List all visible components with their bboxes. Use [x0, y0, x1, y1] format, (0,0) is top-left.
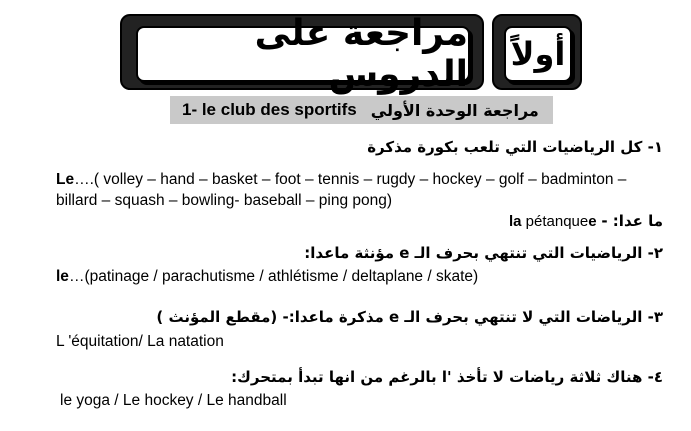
- subtitle-arabic: مراجعة الوحدة الأولي: [370, 100, 539, 120]
- exception-word: pétanque: [521, 213, 589, 230]
- exception-example: [509, 213, 597, 230]
- section4-list: le yoga / Le hockey / Le handball: [60, 392, 287, 409]
- section2-article: le: [56, 268, 69, 285]
- section2-list-text: …(patinage / parachutisme / athlétisme / deltaplane / skate): [68, 268, 479, 285]
- subtitle-bar: [170, 96, 553, 124]
- section3-list: L 'équitation/ La natation: [56, 333, 224, 350]
- subtitle-french: 1- le club des sportifs: [182, 100, 357, 119]
- section1-article: Le: [56, 171, 75, 188]
- section1-heading: ١- كل الرياضيات التي تلعب بكورة مذكرة: [367, 138, 663, 156]
- section3-heading: ٣- الرياضات التي لا تنتهي بحرف الـ e مذكرة ماعدا:- (مقطع المؤنث ): [156, 308, 663, 326]
- first-badge: أولاً: [504, 26, 572, 82]
- section1-list-text1: ….( volley – hand – basket – foot – tennis – rugdy – hockey – golf – badminton –: [74, 171, 627, 188]
- section2-heading: ٢- الرياضيات التي تنتهي بحرف الـ e مؤنثة ماعدا:: [304, 244, 663, 262]
- exception-article: la: [508, 213, 522, 230]
- section1-list-line2: billard – squash – bowling- baseball – ping pong): [56, 192, 393, 209]
- section1-list-line1: [56, 171, 626, 189]
- section2-list: [56, 268, 478, 286]
- exception-e: e: [588, 213, 597, 230]
- page-title: مراجعة على الدروس: [136, 26, 470, 82]
- exception-label: ما عدا: -: [601, 212, 663, 230]
- section4-heading: ٤- هناك ثلاثة رياضات لا تأخذ 'l بالرغم من انها تبدأ بمتحرك:: [231, 368, 663, 386]
- section1-exception: [509, 212, 663, 230]
